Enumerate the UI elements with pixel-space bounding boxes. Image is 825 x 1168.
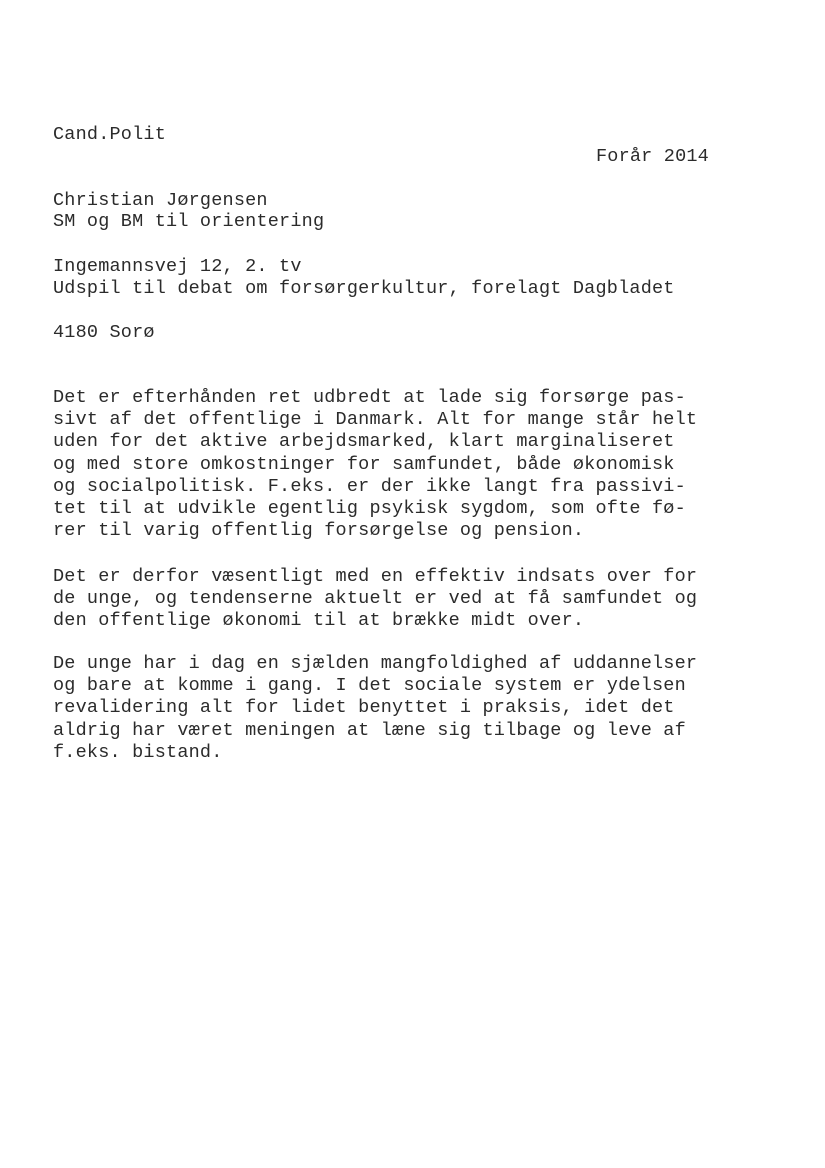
letter-date: Forår 2014 <box>595 146 709 167</box>
paragraph-line: den offentlige økonomi til at brække midt over. <box>53 610 585 632</box>
sender-title: Cand.Polit <box>53 124 167 145</box>
paragraph-line: uden for det aktive arbejdsmarked, klart marginaliseret <box>53 431 675 453</box>
body-paragraph-3 <box>53 653 697 764</box>
paragraph-line: Det er efterhånden ret udbredt at lade sig forsørge pas- <box>53 387 686 408</box>
paragraph-line: rer til varig offentlig forsørgelse og pension. <box>53 520 585 542</box>
subject-line: Udspil til debat om forsørgerkultur, forelagt Dagbladet <box>53 278 675 299</box>
cc-line: SM og BM til orientering <box>53 211 325 232</box>
paragraph-line: og bare at komme i gang. I det sociale system er ydelsen <box>53 675 686 697</box>
sender-street: Ingemannsvej 12, 2. tv <box>53 256 302 277</box>
paragraph-line: de unge, og tendenserne aktuelt er ved at få samfundet og <box>53 588 698 610</box>
paragraph-line: Det er derfor væsentligt med en effektiv indsats over for <box>53 566 698 587</box>
paragraph-line: og socialpolitisk. F.eks. er der ikke langt fra passivi- <box>53 475 686 497</box>
body-paragraph-1 <box>53 387 697 542</box>
paragraph-line: tet til at udvikle egentlig psykisk sygdom, som ofte fø- <box>53 498 686 520</box>
sender-address-block <box>53 80 302 388</box>
paragraph-line: aldrig har været meningen at læne sig tilbage og leve af <box>53 719 686 741</box>
paragraph-line: De unge har i dag en sjælden mangfoldighed af uddannelser <box>53 653 698 674</box>
paragraph-line: sivt af det offentlige i Danmark. Alt for mange står helt <box>53 409 698 431</box>
paragraph-line: f.eks. bistand. <box>53 741 223 763</box>
sender-name: Christian Jørgensen <box>53 190 268 211</box>
paragraph-line: revalidering alt for lidet benyttet i praksis, idet det <box>53 697 675 719</box>
sender-city: 4180 Sorø <box>53 322 155 343</box>
body-paragraph-2 <box>53 566 697 633</box>
paragraph-line: og med store omkostninger for samfundet, både økonomisk <box>53 453 675 475</box>
